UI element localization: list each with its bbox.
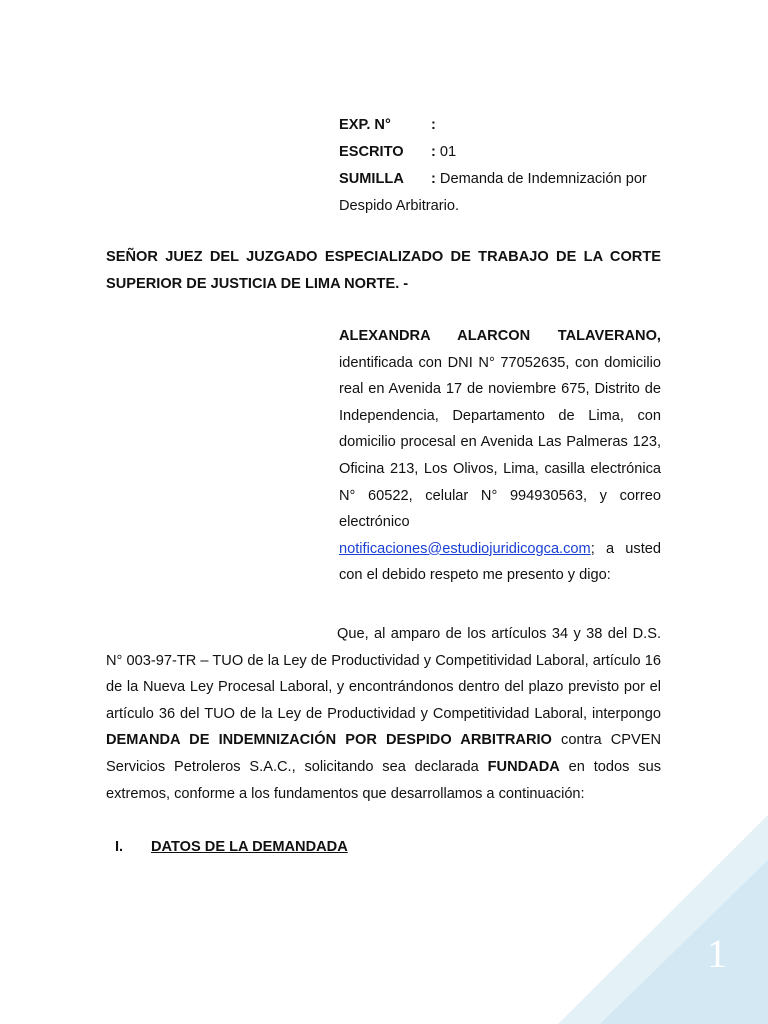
sumilla-label: SUMILLA xyxy=(339,171,404,187)
escrito-label: ESCRITO xyxy=(339,144,404,160)
paragraph-text-3: en todos sus extremos, conforme a los fundamentos que desarrollamos a continuación: xyxy=(106,758,661,802)
sumilla-continuation: Despido Arbitrario. xyxy=(339,198,460,214)
party-closing: ; a usted con el debido respeto me presento y digo: xyxy=(339,540,661,584)
email-link[interactable]: notificaciones@estudiojuridicogca.com xyxy=(339,540,591,557)
sumilla-row: SUMILLA : Demanda de Indemnización por xyxy=(339,166,669,193)
main-paragraph xyxy=(106,621,661,807)
escrito-value: 01 xyxy=(439,144,457,160)
exp-row: EXP. N° : xyxy=(339,112,669,139)
section-heading xyxy=(115,834,348,860)
paragraph-text-1: Que, al amparo de los artículos 34 y 38 del D.S. N° 003-97-TR – TUO de la Ley de Productividad y Competitividad Laboral, artículo 16 de la Nueva Ley Procesal Laboral, y encontrándonos dentro del plazo previsto por el artículo 36 del TUO de la Ley de Productividad y Competitividad Laboral, interpongo xyxy=(106,626,661,722)
section-title: DATOS DE LA DEMANDADA xyxy=(151,839,348,855)
paragraph-text-2: contra CPVEN Servicios Petroleros S.A.C., solicitando sea declarada xyxy=(106,732,662,775)
sumilla-value: Demanda de Indemnización por xyxy=(439,171,647,187)
demand-type: DEMANDA DE INDEMNIZACIÓN POR DESPIDO ARBITRARIO xyxy=(106,732,552,749)
fundada-keyword: FUNDADA xyxy=(487,758,560,775)
exp-label: EXP. N° xyxy=(339,117,391,133)
party-name: ALEXANDRA ALARCON TALAVERANO, xyxy=(339,328,661,344)
page-number: 1 xyxy=(707,931,727,976)
addressee-heading: SEÑOR JUEZ DEL JUZGADO ESPECIALIZADO DE TRABAJO DE LA CORTE SUPERIOR DE JUSTICIA DE LIMA NORTE. - xyxy=(106,249,661,292)
section-number: I. xyxy=(115,839,124,855)
case-metadata xyxy=(339,112,669,220)
party-block xyxy=(339,323,661,589)
party-details: identificada con DNI N° 77052635, con domicilio real en Avenida 17 de noviembre 675, Distrito de Independencia, Departamento de Lima, con domicilio procesal en Avenida Las Palmeras 123, Oficina 213, Los Olivos, Lima, casilla electrónica N° 60522, celular N° 994930563, y correo electrónico xyxy=(339,354,661,531)
escrito-row: ESCRITO : 01 xyxy=(339,139,669,166)
